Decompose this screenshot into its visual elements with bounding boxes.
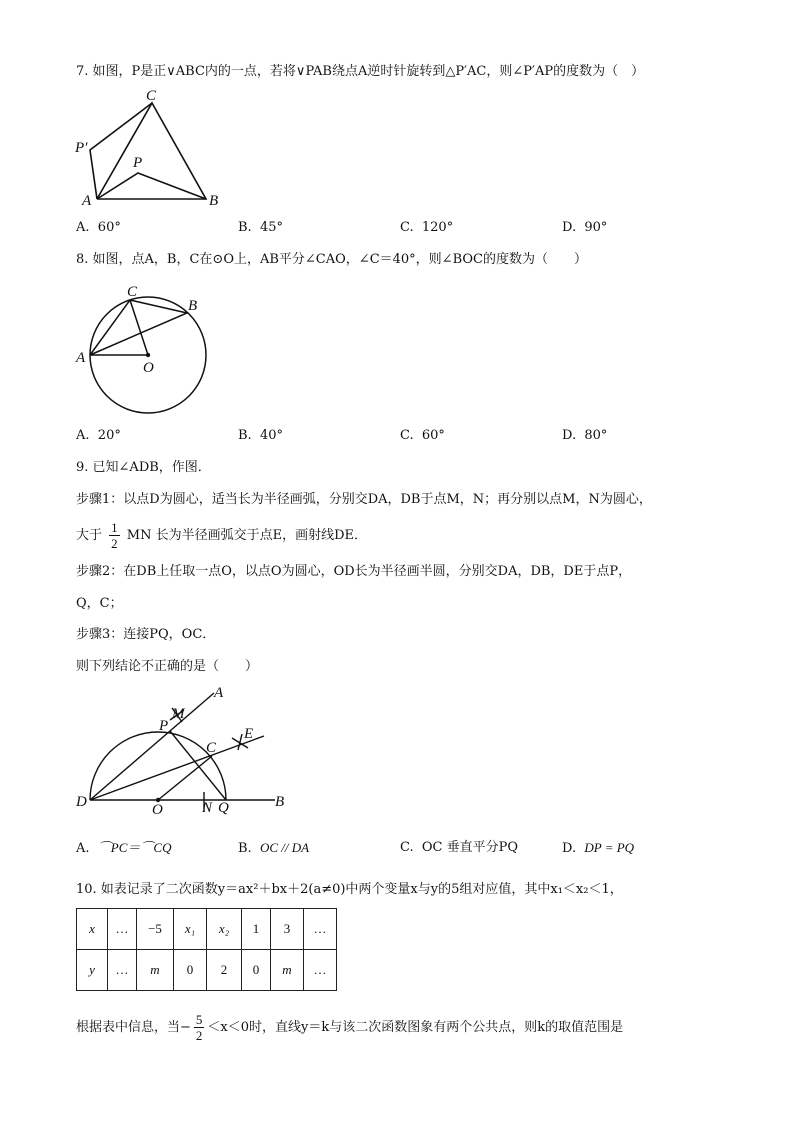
q7-option-b: B. 45° (238, 220, 283, 235)
q8-label-A: A (76, 350, 86, 366)
q9-step3: 步骤3：连接PQ，OC． (76, 627, 216, 642)
q7-label-Pprime: P′ (75, 140, 88, 156)
table-cell: 3 (271, 909, 304, 950)
table-cell: x₁ (174, 909, 207, 950)
table-cell: … (304, 950, 337, 991)
table-cell: 0 (242, 950, 271, 991)
table-cell: −5 (137, 909, 174, 950)
q7-stem: 7. 如图，P是正∨ABC内的一点，若将∨PAB绕点A逆时针旋转到△P′AC，则∠P′AP的度数为（ ） (76, 64, 645, 79)
q7-label-B: B (209, 193, 219, 209)
table-cell: m (271, 950, 304, 991)
table-cell: x₂ (207, 909, 242, 950)
table-cell: … (304, 909, 337, 950)
q7-label-A: A (82, 193, 92, 209)
q10-value-table (76, 908, 337, 991)
q9-label-M: M (172, 706, 185, 722)
q9-step1-line1: 步骤1：以点D为圆心，适当长为半径画弧，分别交DA，DB于点M，N；再分别以点M，N为圆心， (76, 492, 652, 507)
q9-step2-line2: Q，C； (76, 596, 123, 611)
table-cell: y (77, 950, 108, 991)
q9-label-C: C (206, 740, 217, 756)
table-cell: … (108, 950, 137, 991)
q9-step1-line2: 大于 $\frac{1}{2}$ MN 长为半径画弧交于点E，画射线DE． (76, 520, 368, 551)
q7-option-d: D. 90° (562, 220, 608, 235)
q7-option-c: C. 120° (400, 220, 454, 235)
q9-label-Q: Q (218, 800, 229, 816)
q7-option-a: A. 60° (76, 220, 121, 235)
q9-label-N: N (202, 800, 213, 816)
q9-option-a: A. ⌒PC＝⌒CQ (76, 840, 172, 856)
q9-label-D: D (76, 794, 87, 810)
q10-fraction: $\frac{5}{2}$ (195, 1012, 203, 1043)
q9-intro: 9. 已知∠ADB，作图． (76, 460, 211, 475)
table-row (77, 909, 337, 950)
q9-fraction: $\frac{1}{2}$ (111, 520, 118, 551)
q8-label-B: B (188, 298, 198, 314)
q9-option-c: C. OC 垂直平分PQ (400, 840, 519, 855)
q8-label-O: O (143, 360, 154, 376)
q8-option-d: D. 80° (562, 428, 608, 443)
table-cell: 0 (174, 950, 207, 991)
q8-stem: 8. 如图，点A，B，C在⊙O上，AB平分∠CAO，∠C＝40°，则∠BOC的度数为（ ） (76, 252, 587, 267)
table-cell: m (137, 950, 174, 991)
q9-label-A: A (214, 685, 224, 701)
q9-option-d: D. DP = PQ (562, 840, 635, 856)
q8-option-c: C. 60° (400, 428, 445, 443)
q10-stem: 10. 如表记录了二次函数y＝ax²＋bx＋2(a≠0)中两个变量x与y的5组对应值，其中x₁＜x₂＜1， (76, 882, 623, 897)
table-cell: 1 (242, 909, 271, 950)
table-cell: x (77, 909, 108, 950)
q7-label-P: P (133, 155, 143, 171)
q10-follow-up: 根据表中信息，当− $\frac{5}{2}$ ＜x＜0时，直线y＝k与该二次函数图象有两个公共点，则k的取值范围是 (76, 1012, 624, 1043)
table-row (77, 950, 337, 991)
q9-option-b: B. OC // DA (238, 840, 310, 856)
q9-label-E: E (244, 726, 254, 742)
q8-label-C: C (127, 284, 138, 300)
q9-step2-line1: 步骤2：在DB上任取一点O，以点O为圆心，OD长为半径画半圆，分别交DA，DB，DE于点P， (76, 564, 632, 579)
q9-label-B: B (275, 794, 285, 810)
table-cell: … (108, 909, 137, 950)
q8-option-b: B. 40° (238, 428, 283, 443)
q8-option-a: A. 20° (76, 428, 121, 443)
q9-label-P: P (159, 718, 169, 734)
table-cell: 2 (207, 950, 242, 991)
q7-label-C: C (146, 88, 157, 104)
q9-label-O: O (152, 802, 163, 818)
q9-question: 则下列结论不正确的是（ ） (76, 659, 259, 674)
